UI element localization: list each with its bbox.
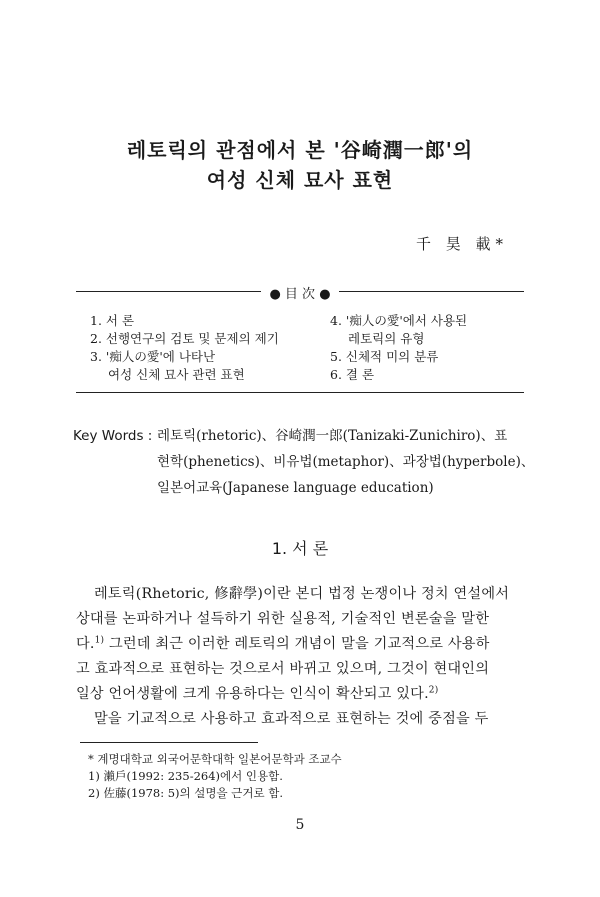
footnote: 1) 瀨戶(1992: 235-264)에서 인용함. [88, 769, 283, 783]
toc-item: 5. 신체적 미의 분류 [330, 349, 439, 364]
section-heading: 1. 서 론 [271, 539, 329, 558]
keywords-label: Key Words : [73, 428, 153, 444]
body-line: 레토릭(Rhetoric, 修辭學)이란 본디 법정 논쟁이나 정치 연설에서 [94, 586, 510, 602]
keywords-line: 일본어교육(Japanese language education) [157, 480, 434, 496]
toc-item: 여성 신체 묘사 관련 표현 [108, 367, 245, 382]
toc-item: 3. '痴人の愛'에 나타난 [90, 349, 216, 364]
toc-heading: ● 目 次 ● [0, 283, 600, 302]
footnote-ref[interactable]: 2) [428, 685, 439, 696]
author: 千 昊 載* [416, 235, 509, 253]
footnote: * 계명대학교 외국어문학대학 일본어문학과 조교수 [88, 752, 342, 766]
keywords-line: 현학(phenetics)、비유법(metaphor)、과장법(hyperbole)、 [157, 454, 535, 470]
toc-item: 2. 선행연구의 검토 및 문제의 제기 [90, 331, 279, 346]
page-number: 5 [295, 817, 305, 833]
body-line: 다.$^{1)}$ 그런데 최근 이러한 레토릭의 개념이 말을 기교적으로 사용하 [76, 635, 490, 652]
body-line: 상대를 논파하거나 설득하기 위한 실용적, 기술적인 변론술을 말한 [76, 611, 490, 627]
keywords-line: 레토릭(rhetoric)、谷崎潤一郎(Tanizaki-Zunichiro)、표 [157, 428, 508, 444]
body-line: 일상 언어생활에 크게 유용하다는 인식이 확산되고 있다.$^{2)}$ [76, 685, 439, 702]
toc-item: 4. '痴人の愛'에서 사용된 [330, 313, 468, 328]
footnote-divider [80, 742, 258, 743]
footnote-ref[interactable]: 1) [94, 635, 105, 646]
title-line-1: 레토릭의 관점에서 본 '谷崎潤一郎'의 [126, 138, 474, 162]
footnote: 2) 佐藤(1978: 5)의 설명을 근거로 함. [88, 786, 284, 800]
title-line-2: 여성 신체 묘사 표현 [206, 168, 394, 192]
toc-item: 6. 결 론 [330, 367, 375, 382]
body-line: 고 효과적으로 표현하는 것으로서 바뀌고 있으며, 그것이 현대인의 [76, 661, 490, 677]
toc-item: 1. 서 론 [90, 313, 135, 328]
toc-item: 레토릭의 유형 [348, 331, 425, 346]
body-line: 말을 기교적으로 사용하고 효과적으로 표현하는 것에 중점을 두 [94, 711, 489, 727]
